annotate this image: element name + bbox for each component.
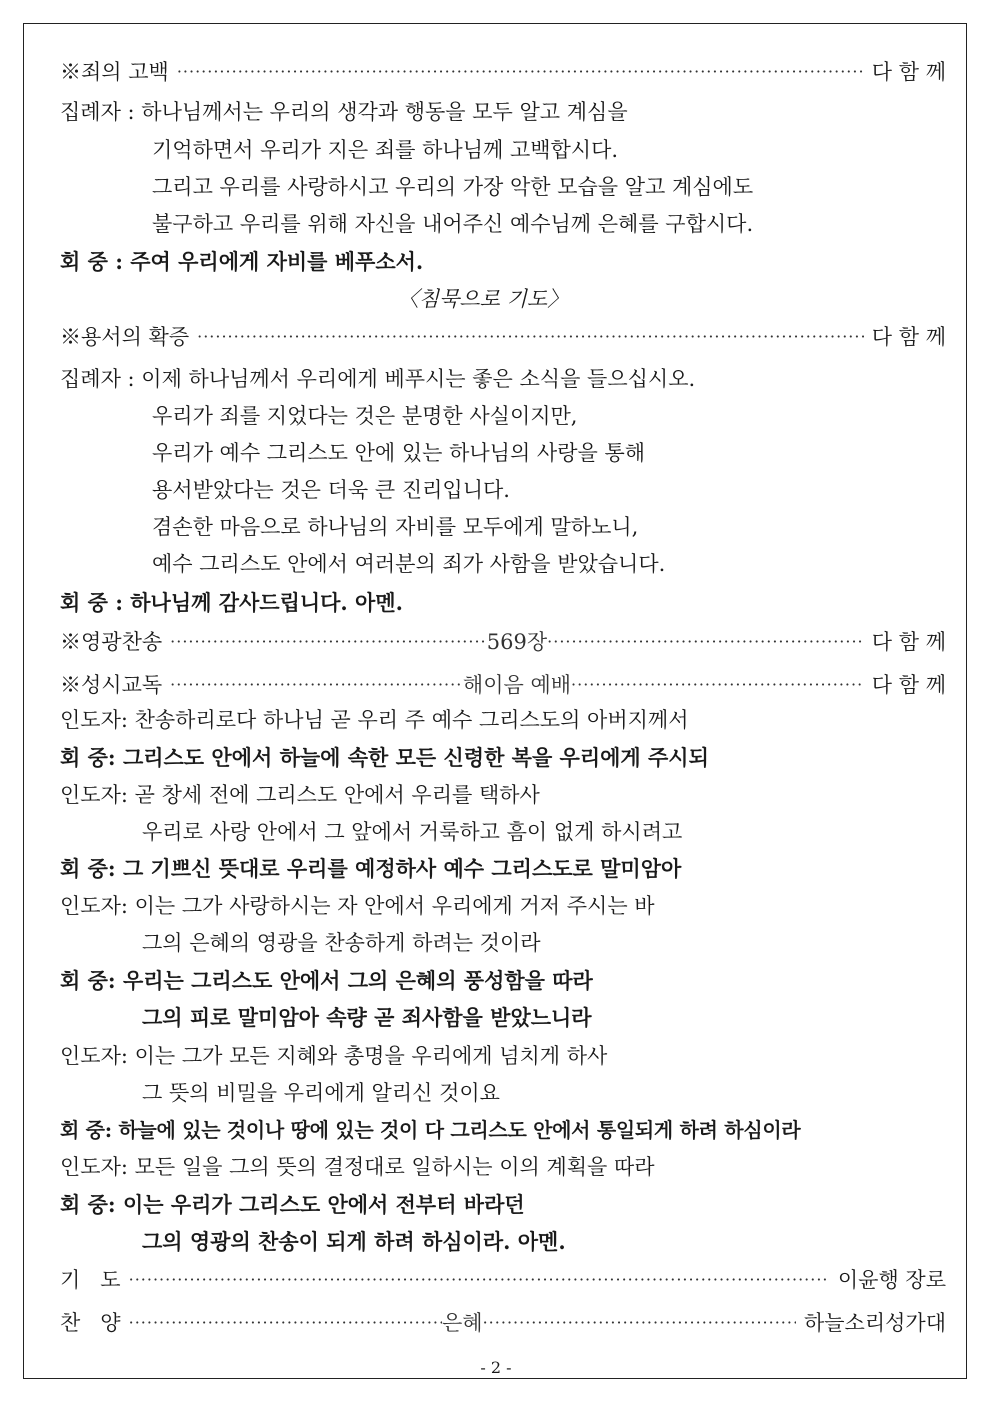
congregation-response: 회 중: 이는 우리가 그리스도 안에서 전부터 바라던 <box>60 1192 525 1217</box>
leader-line: 우리로 사랑 안에서 그 앞에서 거룩하고 흠이 없게 하시려고 <box>142 820 683 844</box>
liturgy-line: 그리고 우리를 사랑하시고 우리의 가장 악한 모습을 알고 계심에도 <box>152 175 754 199</box>
section-title: ※성시교독 <box>60 673 163 697</box>
congregation-response: 회 중: 그 기쁘신 뜻대로 우리를 예정하사 예수 그리스도로 말미암아 <box>60 856 682 881</box>
leader-dots <box>177 54 864 90</box>
congregation-response: 회 중: 하늘에 있는 것이나 땅에 있는 것이 다 그리스도 안에서 통일되게 하려 하심이라 <box>60 1118 801 1142</box>
leader-line: 그 뜻의 비밀을 우리에게 알리신 것이요 <box>142 1081 500 1105</box>
leader-line: 인도자: 이는 그가 모든 지혜와 총명을 우리에게 넘치게 하사 <box>60 1044 608 1068</box>
congregation-response: 그의 피로 말미암아 속량 곧 죄사함을 받았느니라 <box>142 1005 592 1030</box>
liturgy-line: 집례자 : 이제 하나님께서 우리에게 베푸시는 좋은 소식을 들으십시오. <box>60 367 696 391</box>
section-participant: 다 함 께 <box>871 325 946 349</box>
section-header-responsive-reading <box>60 667 946 703</box>
congregation-response: 회 중: 우리는 그리스도 안에서 그의 은혜의 풍성함을 따라 <box>60 968 593 993</box>
section-title: ※영광찬송 <box>60 630 163 654</box>
congregation-response: 그의 영광의 찬송이 되게 하려 하심이라. 아멘. <box>142 1229 566 1254</box>
section-header-gloria <box>60 624 946 660</box>
section-title: ※용서의 확증 <box>60 325 190 349</box>
leader-line: 인도자: 이는 그가 사랑하시는 자 안에서 우리에게 거저 주시는 바 <box>60 894 655 918</box>
page-number: - 2 - <box>480 1358 512 1377</box>
section-title: 찬 양 <box>60 1311 121 1335</box>
liturgy-line: 겸손한 마음으로 하나님의 자비를 모두에게 말하노니, <box>152 515 639 539</box>
section-header-anthem <box>60 1305 946 1341</box>
congregation-response: 회 중 : 하나님께 감사드립니다. 아멘. <box>60 590 403 615</box>
leader-line: 그의 은혜의 영광을 찬송하게 하려는 것이라 <box>142 931 541 955</box>
liturgy-line: 집례자 : 하나님께서는 우리의 생각과 행동을 모두 알고 계심을 <box>60 100 628 124</box>
congregation-response: 회 중 : 주여 우리에게 자비를 베푸소서. <box>60 249 424 274</box>
leader-dots-right <box>547 624 864 660</box>
liturgy-line: 우리가 죄를 지었다는 것은 분명한 사실이지만, <box>152 404 578 428</box>
section-header-assurance <box>60 319 946 355</box>
silent-prayer-note: 〈침묵으로 기도〉 <box>397 287 569 311</box>
leader-dots-left <box>170 667 463 703</box>
reading-title: 해이음 예배 <box>462 673 572 697</box>
section-title: ※죄의 고백 <box>60 60 169 84</box>
section-title: 기 도 <box>60 1268 121 1292</box>
leader-dots-left <box>129 1305 442 1341</box>
congregation-response: 회 중: 그리스도 안에서 하늘에 속한 모든 신령한 복을 우리에게 주시되 <box>60 745 709 770</box>
section-participant: 다 함 께 <box>871 673 946 697</box>
leader-dots <box>197 319 864 355</box>
leader-dots-right <box>483 1305 796 1341</box>
liturgy-line: 예수 그리스도 안에서 여러분의 죄가 사함을 받았습니다. <box>152 552 666 576</box>
section-participant: 하늘소리성가대 <box>803 1311 946 1335</box>
section-header-prayer <box>60 1262 946 1298</box>
leader-dots <box>129 1305 796 1341</box>
liturgy-line: 기억하면서 우리가 지은 죄를 하나님께 고백합시다. <box>152 138 619 162</box>
hymn-number: 569장 <box>486 630 548 654</box>
leader-line: 인도자: 모든 일을 그의 뜻의 결정대로 일하시는 이의 계획을 따라 <box>60 1155 655 1179</box>
leader-dots-right <box>571 667 864 703</box>
liturgy-line: 용서받았다는 것은 더욱 큰 진리입니다. <box>152 478 510 502</box>
anthem-title: 은혜 <box>442 1311 483 1335</box>
section-participant: 다 함 께 <box>871 60 946 84</box>
leader-dots <box>170 624 864 660</box>
leader-dots <box>129 1262 830 1298</box>
leader-dots <box>170 667 864 703</box>
liturgy-line: 불구하고 우리를 위해 자신을 내어주신 예수님께 은혜를 구합시다. <box>152 212 754 236</box>
liturgy-line: 우리가 예수 그리스도 안에 있는 하나님의 사랑을 통해 <box>152 441 646 465</box>
section-header-confession <box>60 54 946 90</box>
leader-line: 인도자: 곧 창세 전에 그리스도 안에서 우리를 택하사 <box>60 783 540 807</box>
section-participant: 다 함 께 <box>871 630 946 654</box>
leader-line: 인도자: 찬송하리로다 하나님 곧 우리 주 예수 그리스도의 아버지께서 <box>60 708 689 732</box>
section-participant: 이윤행 장로 <box>837 1268 946 1292</box>
leader-dots-left <box>170 624 487 660</box>
